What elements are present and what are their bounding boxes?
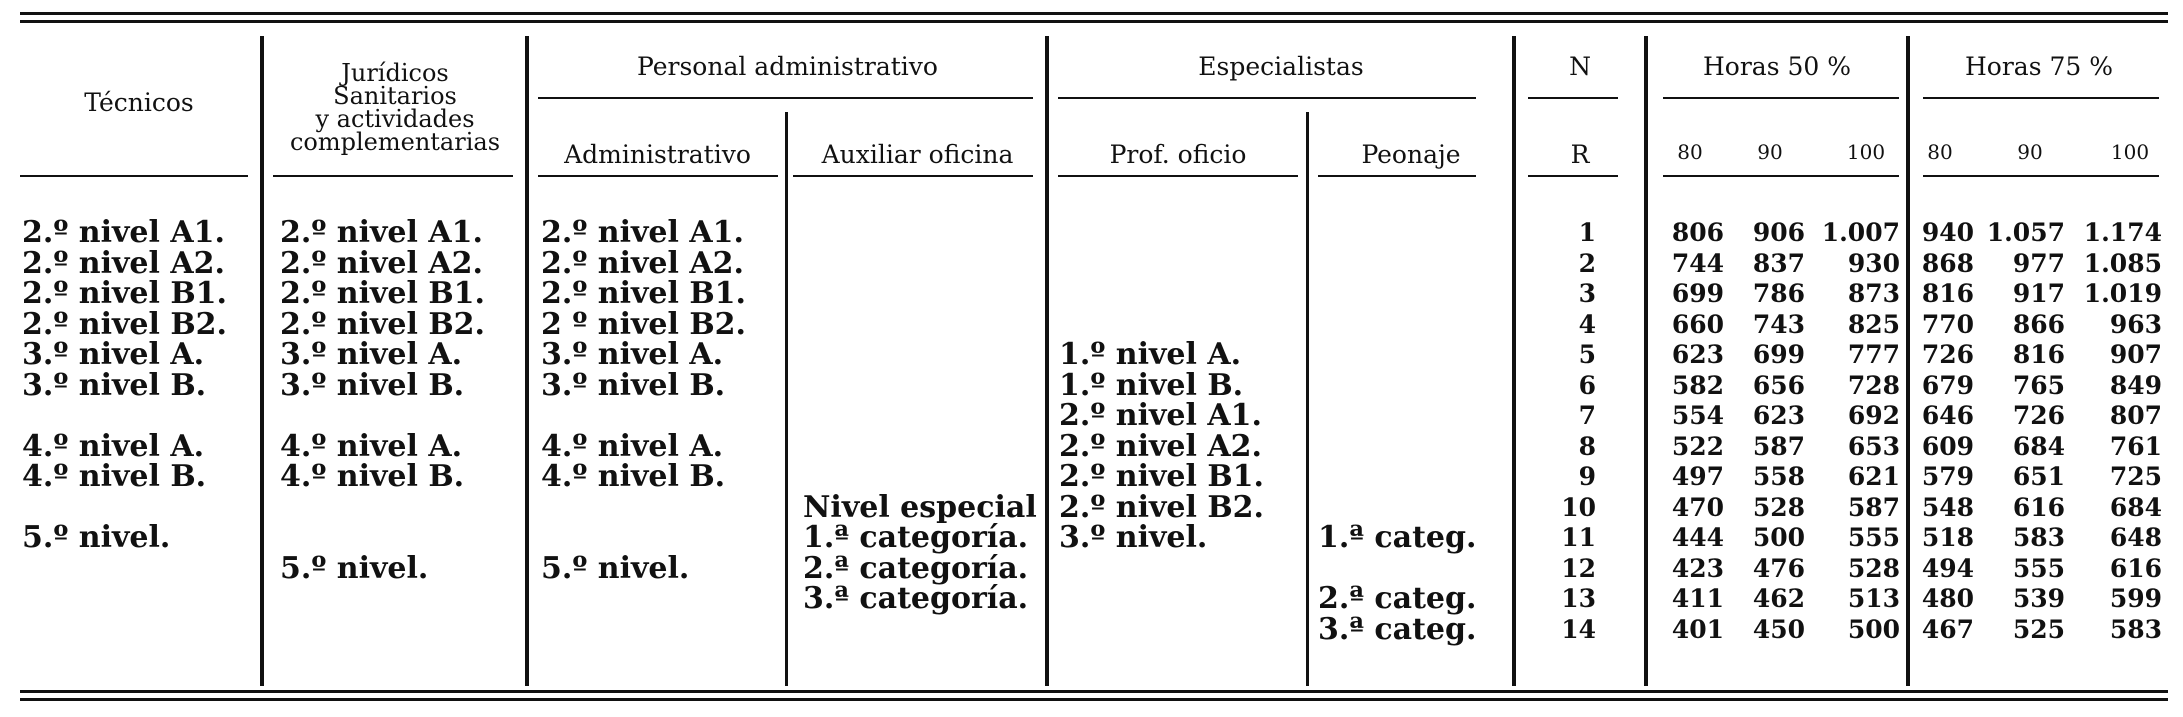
header-divider: [1528, 175, 1618, 177]
table-cell: 917: [2012, 279, 2065, 308]
table-cell: 646: [1921, 401, 1974, 430]
table-cell: 2.º nivel B1.: [541, 276, 747, 311]
table-cell: 513: [1847, 584, 1900, 613]
table-cell: 2.º nivel A2.: [1059, 428, 1262, 464]
table-cell: 599: [2109, 584, 2162, 613]
table-cell: 3.º nivel.: [1059, 520, 1208, 555]
table-cell: [1059, 584, 1264, 615]
table-cell: 5.º nivel.: [22, 520, 171, 555]
table-cell: 3.ª categoría.: [803, 581, 1029, 616]
top-rule-1: [20, 12, 2168, 15]
table-cell: 1: [1578, 218, 1596, 247]
table-cell: 2.º nivel A1.: [541, 215, 744, 250]
table-cell: [803, 615, 1037, 646]
table-cell: 14: [1561, 614, 1596, 644]
table-cell: 816: [2012, 340, 2065, 369]
column-auxiliar-oficina: [803, 218, 1037, 645]
table-cell: [803, 401, 1037, 432]
table-cell: 8: [1578, 431, 1596, 461]
table-cell: 4.º nivel A.: [541, 428, 724, 464]
header-divider: [1923, 175, 2159, 177]
table-cell: 765: [2012, 370, 2065, 400]
table-cell: [280, 523, 485, 554]
table-cell: 10: [1561, 492, 1596, 522]
table-cell: 500: [1847, 614, 1900, 644]
table-cell: 480: [1921, 584, 1974, 613]
table-cell: 3.º nivel B.: [541, 367, 726, 403]
table-cell: 825: [1847, 309, 1900, 339]
col-separator: [1512, 36, 1516, 686]
col-separator: [1306, 112, 1309, 686]
table-cell: 623: [1752, 401, 1805, 430]
table-cell: [1318, 554, 1476, 585]
table-cell: 3.º nivel B.: [280, 367, 465, 403]
table-cell: 583: [2109, 614, 2162, 644]
table-cell: 621: [1847, 462, 1900, 491]
table-cell: 2.º nivel B1.: [22, 276, 228, 311]
column-tecnicos: [22, 215, 228, 645]
table-cell: 648: [2109, 523, 2162, 552]
table-cell: 558: [1752, 462, 1805, 491]
table-cell: [803, 371, 1037, 402]
table-cell: 1.174: [2083, 218, 2162, 247]
table-cell: 616: [2109, 553, 2162, 583]
table-cell: [1318, 310, 1476, 341]
subheader-75-100: 100: [2110, 140, 2150, 164]
table-cell: 684: [2012, 431, 2065, 461]
table-cell: [1318, 279, 1476, 310]
table-cell: [1059, 218, 1264, 249]
table-cell: 554: [1671, 401, 1724, 430]
bottom-rule-1: [20, 690, 2168, 693]
col-separator: [260, 36, 264, 686]
subheader-50-90: 90: [1757, 140, 1783, 164]
table-cell: 467: [1921, 614, 1974, 644]
table-cell: 548: [1921, 492, 1974, 522]
col-separator: [525, 36, 529, 686]
table-cell: 4.º nivel B.: [280, 459, 465, 494]
table-cell: 728: [1847, 370, 1900, 400]
table-cell: 2.º nivel A1.: [1059, 398, 1262, 433]
column-juridicos: [280, 215, 486, 645]
header-juridicos-line: Jurídicos: [341, 59, 449, 87]
table-cell: [22, 401, 227, 432]
header-juridicos: [265, 59, 525, 156]
table-cell: 587: [1847, 492, 1900, 522]
header-horas-50: Horas 50 %: [1703, 52, 1851, 81]
table-cell: 806: [1671, 218, 1724, 247]
table-cell: 3.º nivel B.: [22, 367, 207, 403]
table-cell: 726: [1921, 340, 1974, 369]
header-divider: [1663, 175, 1899, 177]
table-cell: 1.085: [2083, 248, 2162, 278]
table-cell: [280, 401, 485, 432]
table-cell: [1318, 432, 1476, 463]
table-cell: 816: [1921, 279, 1974, 308]
table-cell: 699: [1752, 340, 1805, 369]
header-divider: [793, 175, 1033, 177]
table-cell: 539: [2012, 584, 2065, 613]
table-cell: 699: [1671, 279, 1724, 308]
table-cell: [1318, 218, 1476, 249]
group-divider-especialistas: [1058, 97, 1476, 99]
table-cell: [541, 493, 746, 524]
header-r: R: [1570, 140, 1590, 169]
header-personal-administrativo: Personal administrativo: [637, 52, 938, 81]
table-cell: 906: [1752, 218, 1805, 247]
group-divider-n: [1528, 97, 1618, 99]
table-cell: 2.º nivel A2.: [541, 245, 744, 281]
subheader-50-100: 100: [1846, 140, 1886, 164]
header-divider: [1058, 175, 1298, 177]
table-cell: 2 º nivel B2.: [541, 306, 747, 342]
table-cell: 5: [1578, 340, 1596, 369]
table-cell: 653: [1847, 431, 1900, 461]
header-administrativo: Administrativo: [564, 140, 751, 169]
table-cell: 462: [1752, 584, 1805, 613]
table-cell: [1318, 401, 1476, 432]
group-divider-horas75: [1923, 97, 2159, 99]
col-separator: [1906, 36, 1910, 686]
table-cell: 849: [2109, 370, 2162, 400]
table-cell: 579: [1921, 462, 1974, 491]
table-cell: 4.º nivel B.: [22, 459, 207, 494]
table-cell: [1318, 371, 1476, 402]
table-cell: [803, 340, 1037, 371]
col-separator: [785, 112, 788, 686]
table-cell: [1318, 493, 1476, 524]
table-cell: 4.º nivel A.: [22, 428, 205, 464]
subheader-75-90: 90: [2017, 140, 2043, 164]
header-juridicos-line: Sanitarios: [333, 82, 457, 110]
table-cell: 450: [1752, 614, 1805, 644]
table-cell: [22, 615, 227, 646]
column-h75-90: [1980, 218, 2065, 645]
table-cell: 963: [2109, 309, 2162, 339]
table-cell: 3.º nivel A.: [22, 337, 205, 372]
table-cell: 1.ª categ.: [1318, 520, 1477, 555]
table-cell: 660: [1671, 309, 1724, 339]
table-cell: 470: [1671, 492, 1724, 522]
column-peonaje: [1318, 218, 1476, 645]
table-cell: [803, 249, 1037, 280]
table-cell: 807: [2109, 401, 2162, 430]
table-cell: 2.º nivel B2.: [22, 306, 228, 342]
table-cell: 6: [1578, 370, 1596, 400]
table-cell: 2.º nivel A2.: [280, 245, 483, 281]
table-cell: [22, 554, 227, 585]
table-cell: 930: [1847, 248, 1900, 278]
table-cell: 11: [1561, 523, 1596, 552]
table-cell: 518: [1921, 523, 1974, 552]
table-cell: 525: [2012, 614, 2065, 644]
header-horas-75: Horas 75 %: [1965, 52, 2113, 81]
table-cell: [22, 493, 227, 524]
table-cell: [1318, 340, 1476, 371]
table-cell: 500: [1752, 523, 1805, 552]
header-divider: [273, 175, 513, 177]
header-juridicos-line: complementarias: [289, 128, 501, 156]
table-cell: 609: [1921, 431, 1974, 461]
table-cell: 2.º nivel B2.: [1059, 489, 1265, 525]
table-cell: [1059, 249, 1264, 280]
header-divider: [1318, 175, 1476, 177]
table-cell: [803, 218, 1037, 249]
table-cell: 528: [1752, 492, 1805, 522]
table-cell: [803, 279, 1037, 310]
table-cell: 12: [1561, 553, 1596, 583]
column-h75-80: [1914, 218, 1974, 645]
header-especialistas: Especialistas: [1198, 52, 1364, 81]
table-cell: 4.º nivel B.: [541, 459, 726, 494]
table-cell: 9: [1578, 462, 1596, 491]
table-cell: [280, 493, 485, 524]
table-cell: 522: [1671, 431, 1724, 461]
header-peonaje: Peonaje: [1361, 140, 1461, 169]
table-cell: [803, 310, 1037, 341]
table-cell: 616: [2012, 492, 2065, 522]
header-juridicos-line: y actividades: [315, 105, 475, 133]
table-cell: 2.ª categ.: [1318, 581, 1477, 616]
table-cell: 555: [2012, 553, 2065, 583]
table-cell: 656: [1752, 370, 1805, 400]
col-separator: [1644, 36, 1648, 686]
table-cell: 423: [1671, 553, 1724, 583]
table-cell: [22, 584, 227, 615]
table-cell: 583: [2012, 523, 2065, 552]
table-cell: 725: [2109, 462, 2162, 491]
table-cell: 13: [1561, 584, 1596, 613]
table-cell: 401: [1671, 614, 1724, 644]
table-cell: 837: [1752, 248, 1805, 278]
header-auxiliar-oficina: Auxiliar oficina: [821, 140, 1014, 169]
table-cell: [541, 401, 746, 432]
table-cell: [1318, 249, 1476, 280]
table-cell: 684: [2109, 492, 2162, 522]
table-cell: 692: [1847, 401, 1900, 430]
group-divider-horas50: [1663, 97, 1899, 99]
table-cell: 3: [1578, 279, 1596, 308]
table-cell: 3.º nivel A.: [280, 337, 463, 372]
table-cell: 582: [1671, 370, 1724, 400]
table-cell: Nivel especial: [803, 489, 1037, 525]
table-cell: 770: [1921, 309, 1974, 339]
table-cell: 5.º nivel.: [280, 550, 429, 586]
table-cell: 744: [1671, 248, 1724, 278]
table-cell: 940: [1921, 218, 1974, 247]
table-cell: 1.º nivel A.: [1059, 337, 1242, 372]
table-cell: 866: [2012, 309, 2065, 339]
table-cell: [1059, 279, 1264, 310]
header-prof-oficio: Prof. oficio: [1109, 140, 1247, 169]
table-cell: 1.007: [1821, 218, 1900, 247]
column-h50-100: [1810, 218, 1900, 645]
table-cell: 977: [2012, 248, 2065, 278]
table-cell: 761: [2109, 431, 2162, 461]
bottom-rule-2: [20, 698, 2168, 701]
table-cell: 2.º nivel A1.: [280, 215, 483, 250]
table-cell: 2.º nivel B2.: [280, 306, 486, 342]
table-cell: 497: [1671, 462, 1724, 491]
column-administrativo: [541, 215, 747, 645]
table-cell: 777: [1847, 340, 1900, 369]
table-cell: 873: [1847, 279, 1900, 308]
table-cell: 623: [1671, 340, 1724, 369]
column-prof-oficio: [1059, 218, 1264, 645]
subheader-50-80: 80: [1677, 140, 1703, 164]
table-cell: [1318, 462, 1476, 493]
table-cell: 4.º nivel A.: [280, 428, 463, 464]
table-cell: 4: [1578, 309, 1596, 339]
table-cell: [541, 615, 746, 646]
table-cell: [803, 432, 1037, 463]
table-cell: 444: [1671, 523, 1724, 552]
table-cell: [803, 462, 1037, 493]
table-cell: 868: [1921, 248, 1974, 278]
column-h50-90: [1730, 218, 1805, 645]
header-divider: [20, 175, 248, 177]
subheader-75-80: 80: [1927, 140, 1953, 164]
table-cell: 1.057: [1986, 218, 2065, 247]
table-cell: 587: [1752, 431, 1805, 461]
table-cell: 528: [1847, 553, 1900, 583]
group-divider-personal: [538, 97, 1033, 99]
table-cell: 786: [1752, 279, 1805, 308]
table-cell: 2.º nivel B1.: [280, 276, 486, 311]
table-cell: 651: [2012, 462, 2065, 491]
table-cell: 2.º nivel A2.: [22, 245, 225, 281]
column-h75-100: [2070, 218, 2162, 645]
table-cell: 2.º nivel A1.: [22, 215, 225, 250]
table-cell: 5.º nivel.: [541, 550, 690, 586]
header-divider: [538, 175, 778, 177]
table-cell: 2.º nivel B1.: [1059, 459, 1265, 494]
table-cell: 411: [1671, 584, 1724, 613]
table-cell: 907: [2109, 340, 2162, 369]
table-cell: 494: [1921, 553, 1974, 583]
table-cell: 743: [1752, 309, 1805, 339]
table-cell: 3.º nivel A.: [541, 337, 724, 372]
table-cell: 726: [2012, 401, 2065, 430]
table-cell: [1059, 310, 1264, 341]
table-cell: 476: [1752, 553, 1805, 583]
table-cell: 2: [1578, 248, 1596, 278]
table-cell: [280, 584, 485, 615]
table-cell: 1.019: [2083, 279, 2162, 308]
col-separator: [1045, 36, 1049, 686]
header-n: N: [1569, 52, 1591, 81]
table-cell: [541, 584, 746, 615]
table-cell: [280, 615, 485, 646]
column-n: [1540, 218, 1596, 645]
column-h50-80: [1652, 218, 1724, 645]
table-cell: [1059, 615, 1264, 646]
header-tecnicos: Técnicos: [84, 88, 194, 117]
table-cell: 3.ª categ.: [1318, 611, 1477, 647]
table-cell: 7: [1578, 401, 1596, 430]
table-cell: [1059, 554, 1264, 585]
table-cell: 555: [1847, 523, 1900, 552]
table-cell: 1.º nivel B.: [1059, 367, 1244, 403]
top-rule-2: [20, 20, 2168, 23]
table-cell: 679: [1921, 370, 1974, 400]
table-cell: [541, 523, 746, 554]
table-cell: 1.ª categoría.: [803, 520, 1029, 555]
table-cell: 2.ª categoría.: [803, 550, 1029, 586]
